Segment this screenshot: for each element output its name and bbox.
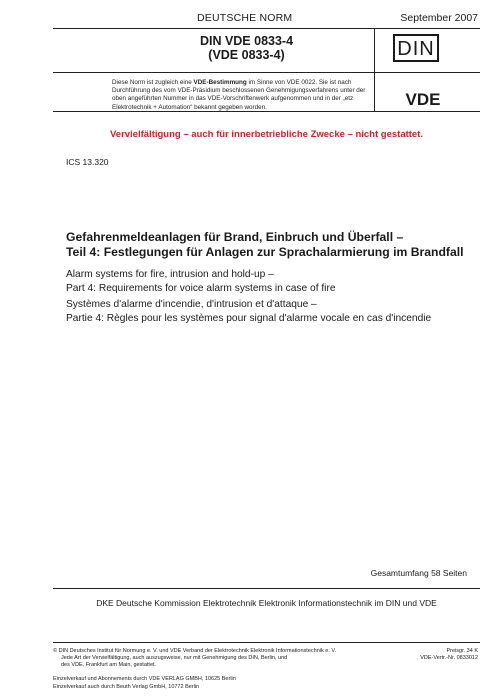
document-number-block	[140, 34, 353, 62]
footer-rule	[53, 642, 480, 643]
title-french	[66, 298, 476, 325]
vde-number: (VDE 0833-4)	[208, 48, 285, 62]
din-logo-text: DIN	[397, 38, 435, 60]
vde-logo-text: VDE	[405, 91, 441, 107]
title-german-line2: Teil 4: Festlegungen für Anlagen zur Sprachalarmierung im Brandfall	[66, 245, 464, 259]
copyright-line3: des VDE, Frankfurt am Main, gestattet.	[61, 662, 157, 668]
title-german-line1: Gefahrenmeldeanlagen für Brand, Einbruch und Überfall –	[66, 230, 404, 244]
sales-beuth: Einzelverkauf auch durch Beuth Verlag GmbH, 10772 Berlin	[53, 684, 200, 690]
vde-notice-post: im Sinne von VDE 0022. Sie ist nach Durchführung des vom VDE-Präsidium beschlossenen Genehmigungsverfahrens unter der oben angeführten Nummer in das VDE-Vorschriftenwerk aufgenommen und in der „etz Elektrotechnik + Automation“ bekannt gegeben worden.	[112, 79, 366, 111]
logo-divider	[374, 28, 375, 111]
reproduction-notice: Vervielfältigung – auch für innerbetriebliche Zwecke – nicht gestattet.	[109, 129, 424, 140]
vde-notice-pre: Diese Norm ist zugleich eine	[112, 79, 194, 86]
vde-notice	[112, 79, 374, 112]
sales-vde: Einzelverkauf und Abonnements durch VDE VERLAG GMBH, 10625 Berlin	[53, 676, 236, 682]
publisher-dke: DKE Deutsche Kommission Elektrotechnik Elektronik Informationstechnik im DIN und VDE	[96, 598, 437, 608]
publisher-rule	[53, 588, 480, 589]
vde-sales-number: VDE-Vertr.-Nr. 0833012	[420, 655, 478, 661]
title-french-line2: Partie 4: Règles pour les systèmes pour signal d'alarme vocale en cas d'incendie	[66, 312, 432, 324]
ics-code: ICS 13.320	[66, 157, 109, 167]
header-rule	[53, 28, 480, 29]
document-number: DIN VDE 0833-4	[199, 34, 294, 48]
din-logo	[393, 34, 439, 62]
title-german	[66, 230, 466, 260]
norm-type-label: DEUTSCHE NORM	[197, 12, 293, 24]
vde-notice-bold: VDE-Bestimmung	[193, 79, 247, 86]
title-english-line1: Alarm systems for fire, intrusion and hold-up –	[66, 269, 274, 280]
title-rule	[53, 72, 480, 73]
total-pages: Gesamtumfang 58 Seiten	[370, 568, 467, 578]
vde-logo	[394, 91, 452, 107]
price-group: Preisgr. 34 K	[446, 648, 478, 654]
title-english-line2: Part 4: Requirements for voice alarm systems in case of fire	[66, 282, 336, 294]
copyright-line1: © DIN Deutsches Institut für Normung e. V. und VDE Verband der Elektrotechnik Elektronik Informationstechnik e. V.	[53, 648, 337, 654]
copyright-line2: Jede Art der Vervielfältigung, auch auszugsweise, nur mit Genehmigung des DIN, Berlin, und	[61, 655, 288, 661]
copyright-notice	[53, 648, 353, 669]
price-info	[420, 648, 478, 662]
notice-rule	[53, 111, 480, 112]
publication-date: September 2007	[400, 12, 478, 24]
title-french-line1: Systèmes d'alarme d'incendie, d'intrusion et d'attaque –	[66, 299, 317, 310]
title-english	[66, 268, 466, 295]
sales-info	[53, 675, 236, 691]
